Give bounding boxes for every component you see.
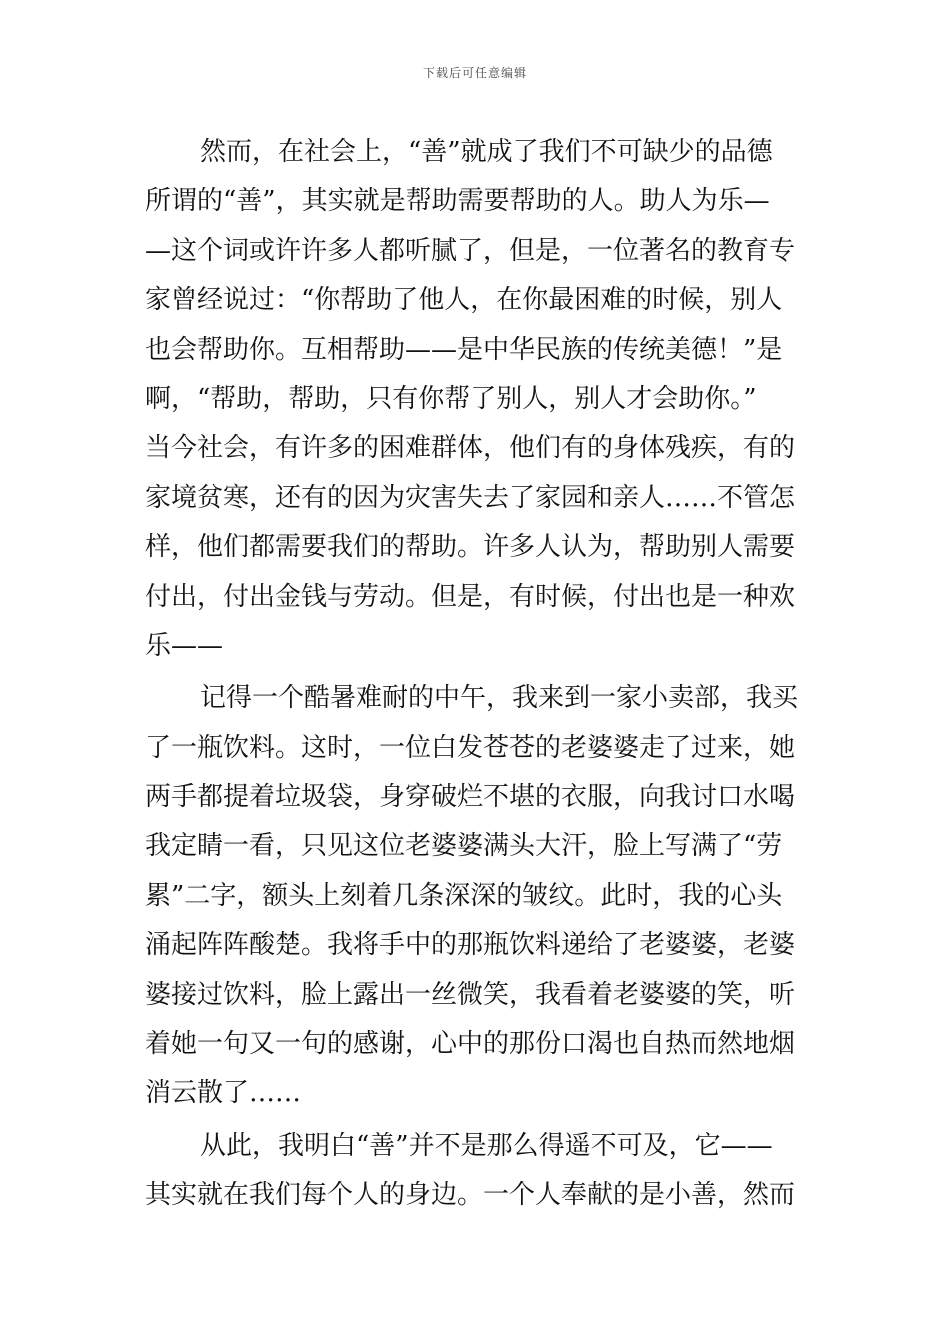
text-line: —这个词或许许多人都听腻了，但是，一位著名的教育专: [145, 235, 796, 266]
text-line: 样，他们都需要我们的帮助。许多人认为，帮助别人需要: [145, 532, 796, 563]
text-line: 当今社会，有许多的困难群体，他们有的身体残疾，有的: [145, 433, 796, 464]
text-line: 了一瓶饮料。这时，一位白发苍苍的老婆婆走了过来，她: [145, 732, 796, 763]
document-body: [145, 128, 809, 1221]
text-line: 所谓的“善”，其实就是帮助需要帮助的人。助人为乐—: [145, 186, 770, 217]
text-line: 两手都提着垃圾袋，身穿破烂不堪的衣服，向我讨口水喝: [145, 782, 796, 813]
text-line: 其实就在我们每个人的身边。一个人奉献的是小善，然而: [145, 1180, 796, 1211]
text-line: 从此，我明白“善”并不是那么得遥不可及，它——: [200, 1130, 773, 1161]
text-line: 着她一句又一句的感谢，心中的那份口渴也自热而然地烟: [145, 1029, 796, 1060]
text-line: 记得一个酷暑难耐的中午，我来到一家小卖部，我买: [200, 683, 799, 714]
page-header-note: 下载后可任意编辑: [422, 66, 527, 80]
text-line: 啊，“帮助，帮助，只有你帮了别人，别人才会助你。”: [145, 383, 757, 414]
text-line: 然而，在社会上，“善”就成了我们不可缺少的品德: [200, 137, 773, 167]
paragraph-1: [145, 128, 809, 671]
text-line: 付出，付出金钱与劳动。但是，有时候，付出也是一种欢: [145, 581, 796, 612]
text-line: 婆接过饮料，脸上露出一丝微笑，我看着老婆婆的笑，听: [145, 979, 796, 1010]
text-line: 涌起阵阵酸楚。我将手中的那瓶饮料递给了老婆婆，老婆: [145, 930, 796, 961]
text-line: 累”二字，额头上刻着几条深深的皱纹。此时，我的心头: [145, 880, 783, 911]
text-line: 也会帮助你。互相帮助——是中华民族的传统美德！”是: [145, 334, 783, 365]
paragraph-2: [145, 674, 809, 1119]
text-line: 消云散了……: [145, 1078, 302, 1109]
text-line: 家曾经说过：“你帮助了他人，在你最困难的时候，别人: [145, 285, 783, 316]
text-line: 我定睛一看，只见这位老婆婆满头大汗，脸上写满了“劳: [145, 831, 783, 862]
paragraph-3: [145, 1122, 809, 1221]
text-line: 家境贫寒，还有的因为灾害失去了家园和亲人……不管怎: [145, 482, 796, 513]
text-line: 乐——: [145, 630, 224, 661]
